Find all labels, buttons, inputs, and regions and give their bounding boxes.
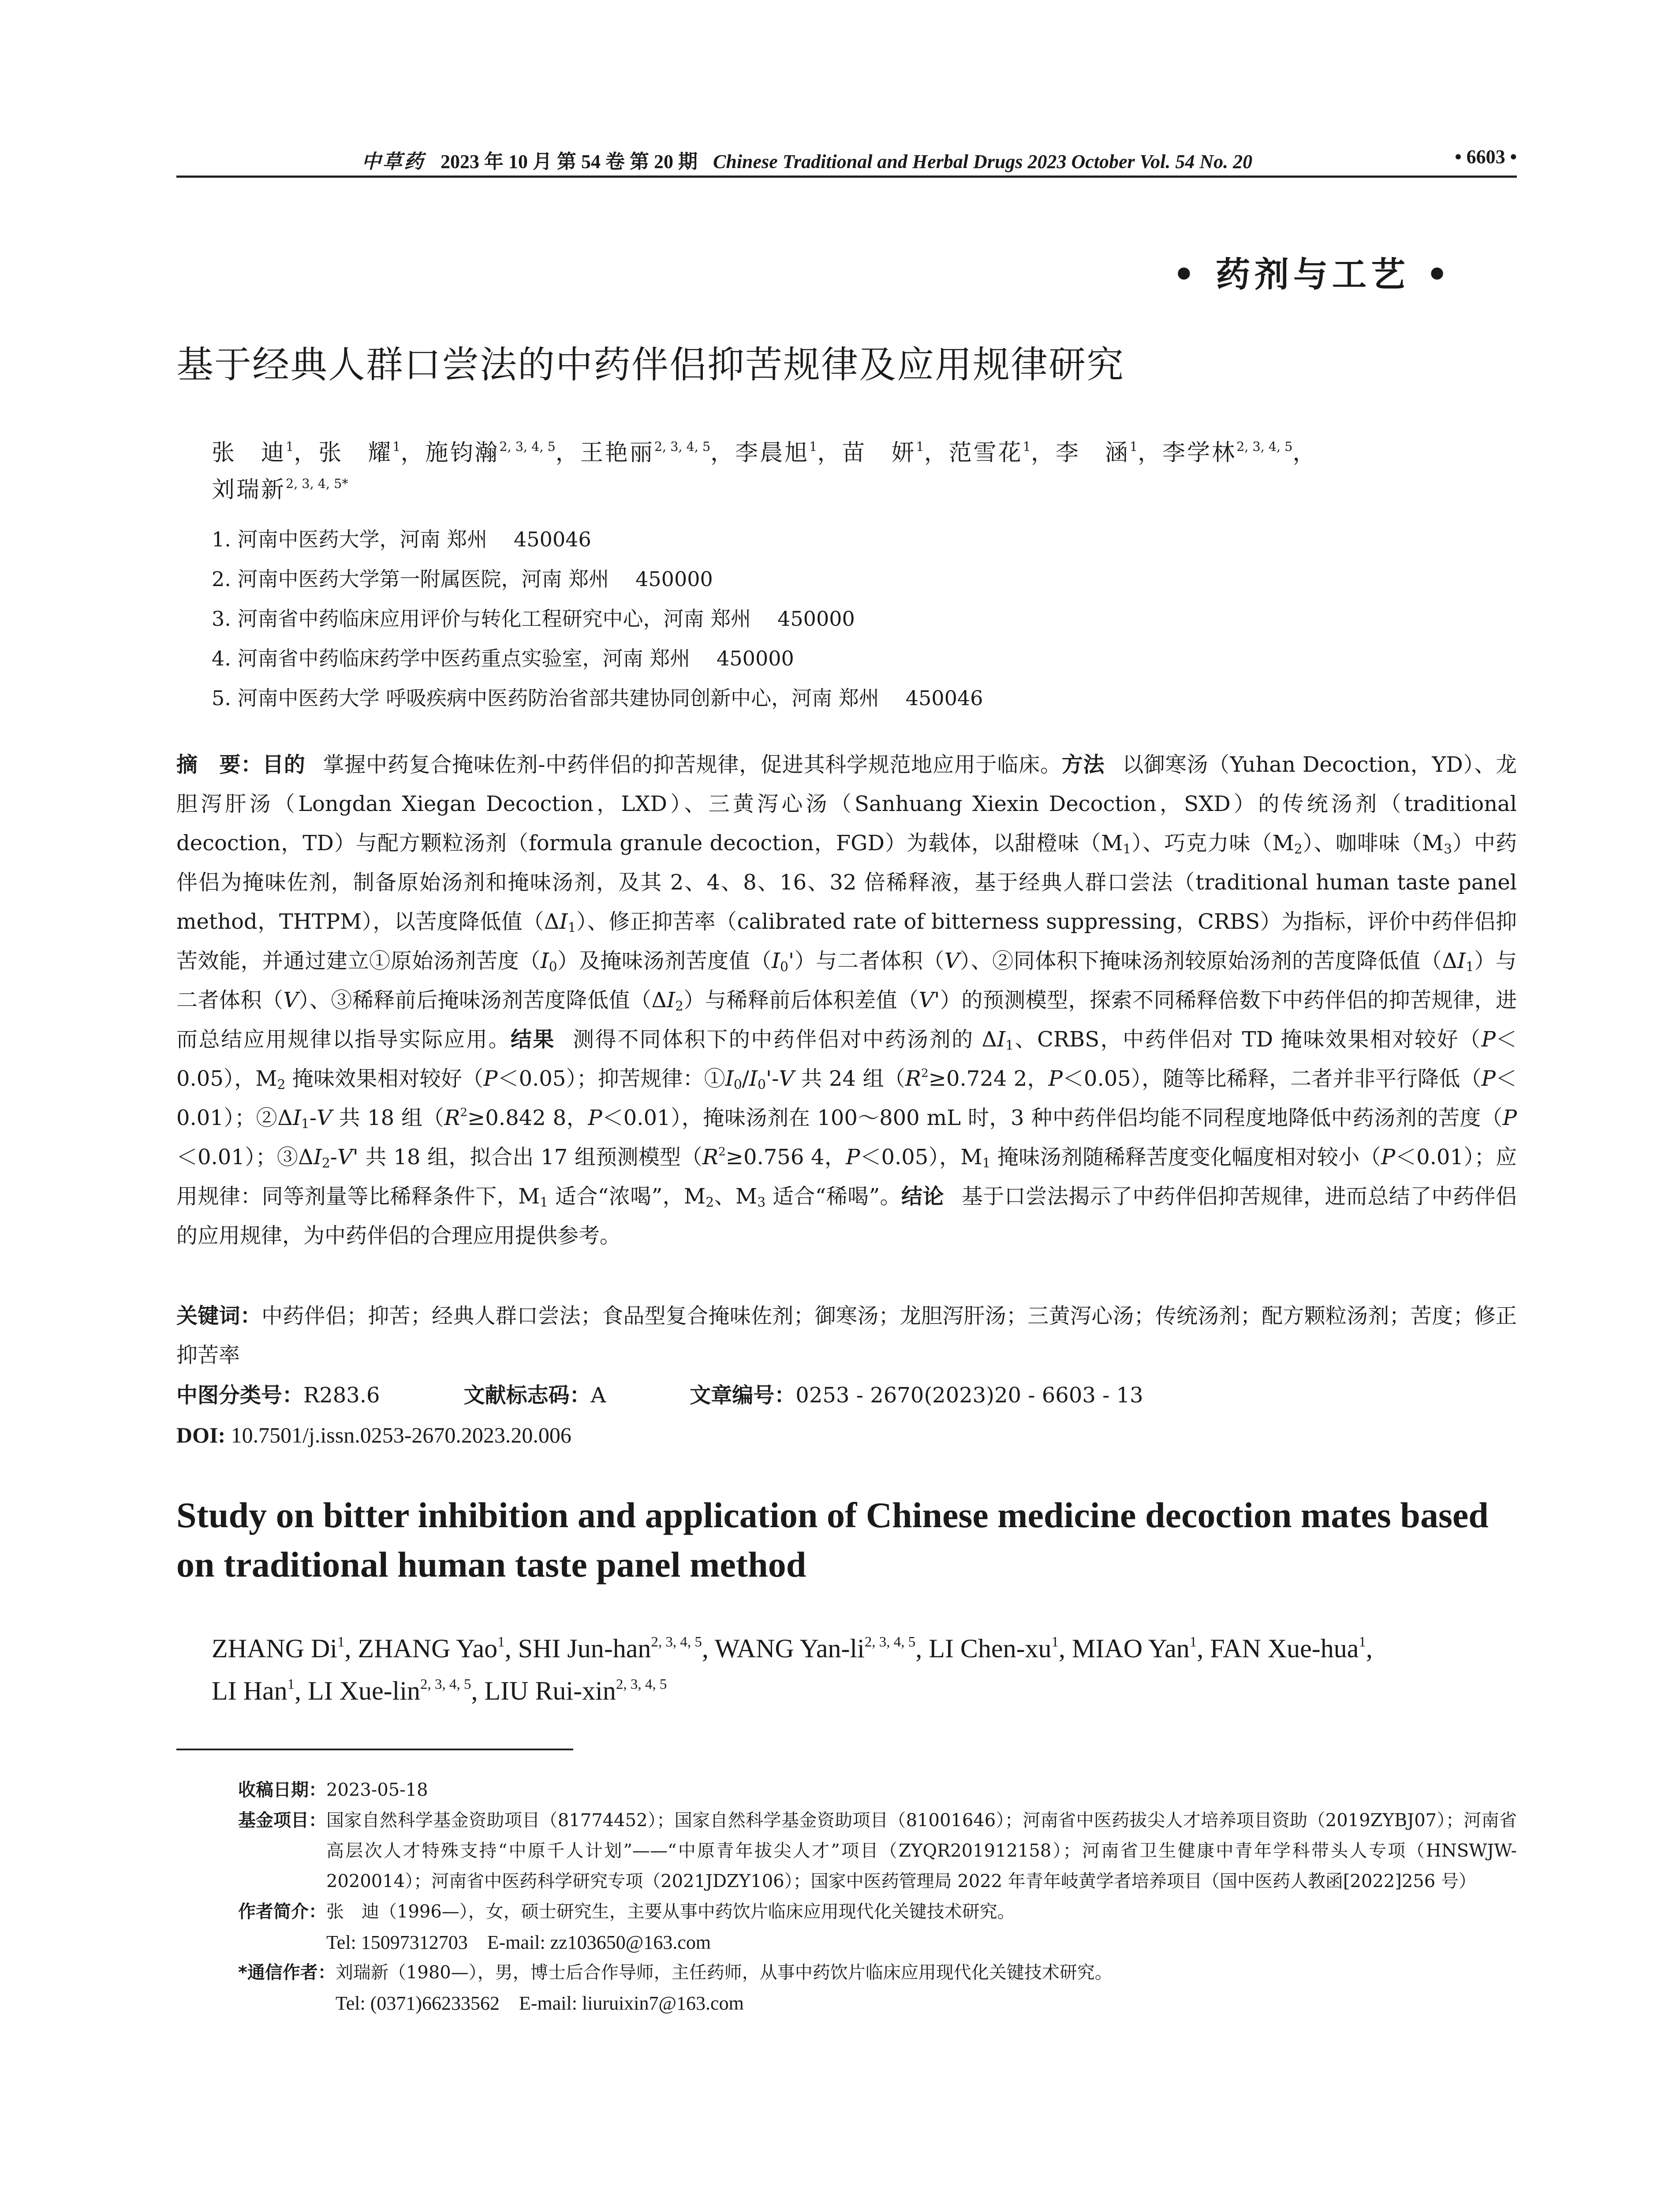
article-number-label: 文章编号： (690, 1383, 796, 1408)
footnotes (238, 1775, 1517, 2018)
keywords-text: 中药伴侣；抑苦；经典人群口尝法；食品型复合掩味佐剂；御寒汤；龙胆泻肝汤；三黄泻心汤；传统汤剂；配方颗粒汤剂；苦度；修正抑苦率 (176, 1304, 1517, 1368)
classification-line (176, 1376, 1517, 1415)
corresponding-author: *通信作者： 刘瑞新（1980—），男，博士后合作导师，主任药师，从事中药饮片临床应用现代化关键技术研究。 (238, 1962, 1113, 1983)
abstract-methods: 以御寒汤（Yuhan Decoction，YD）、龙胆泻肝汤（Longdan Xiegan Decoction，LXD）、三黄泻心汤（Sanhuang Xiexin Decoction，SXD）的传统汤剂（traditional decoction，TD）与配方颗粒汤剂（formula granule decoction，FGD）为载体，以甜橙味$(M_1)$、巧克力味$(M_2)$、咖啡味$(M_3)$中药伴侣为掩味佐剂，制备原始汤剂和掩味汤剂，及其 2、4、8、16、32 倍稀释液，基于经典人群口尝法（traditional human taste panel method，THTPM），以苦度降低值$(\Delta I_1)$、修正抑苦率（calibrated rate of bitterness suppressing，CRBS）为指标，评价中药伴侣抑苦效能，并通过建立①原始汤剂苦度$(I_0)$及掩味汤剂苦度值$(I_0')$与二者体积（V）、②同体积下掩味汤剂较原始汤剂的苦度降低值$(\Delta I_1)$与二者体积（V）、③稀释前后掩味汤剂苦度降低值$(\Delta I_2)$与稀释前后体积差值（V'）的预测模型，探索不同稀释倍数下中药伴侣的抑苦规律，进而总结应用规律以指导实际应用。 (176, 752, 1517, 1052)
abstract (176, 745, 1517, 1256)
author-en: ZHANG Di$^1$ (212, 1634, 345, 1663)
author-cn: 王艳丽$^{2, 3, 4, 5}$ (580, 439, 711, 466)
author-en: LIU Rui-xin$^{2, 3, 4, 5}$ (484, 1676, 667, 1705)
abstract-conclusion: 基于口尝法揭示了中药伴侣抑苦规律，进而总结了中药伴侣的应用规律，为中药伴侣的合理应用提供参考。 (176, 1184, 1517, 1248)
authors-cn: 张 迪$^1$，张 耀$^1$，施钧瀚$^{2, 3, 4, 5}$，王艳丽$^{2, 3, 4, 5}$，李晨旭$^1$，苗 妍$^1$，范雪花$^1$，李 涵$^1$，李学林$^{2, 3, 4, 5}$， 刘瑞新$^{2, 3, 4, 5*}$ (212, 439, 1318, 503)
abstract-results: 测得不同体积下的中药伴侣对中药汤剂的 $\Delta I_1$、CRBS，中药伴侣对 TD 掩味效果相对较好（P＜0.05），$M_2$ 掩味效果相对较好（P＜0.05）；抑苦规律：$①I_0/I_0'-V$ 共 24 组（$R^2\ge 0.724$ 2，P＜0.05），随等比稀释，二者并非平行降低（P＜0.01）；$②\Delta I_1-V$ 共 18 组（$R^2\ge 0.842$ 8，P＜0.01），掩味汤剂在 100～800 mL 时，3 种中药伴侣均能不同程度地降低中药汤剂的苦度（P＜0.01）；$③\Delta I_2-V'$ 共 18 组，拟合出 17 组预测模型（$R^2\ge 0.756$ 4，P＜0.05），$M_1$ 掩味汤剂随稀释苦度变化幅度相对较小（P＜0.01）；应用规律：同等剂量等比稀释条件下，$M_1$ 适合“浓喝”，$M_2$、$M_3$ 适合“稀喝”。 (176, 1027, 1517, 1211)
article-number-value: 0253 - 2670(2023)20 - 6603 - 13 (795, 1383, 1143, 1408)
corresponding-contact: Tel: (0371)66233562 E-mail: liuruixin7@163.com (335, 1992, 744, 2014)
author-bio: 作者简介： 张 迪（1996—），女，硕士研究生，主要从事中药饮片临床应用现代化关键技术研究。 (238, 1902, 1015, 1922)
doi-label: DOI: (176, 1423, 226, 1447)
affiliations (212, 519, 1517, 718)
issue-cn: 2023 年 10 月 第 54 卷 第 20 期 (441, 151, 698, 172)
author-en: LI Xue-lin$^{2, 3, 4, 5}$ (308, 1676, 471, 1705)
clc-label: 中图分类号： (176, 1383, 304, 1408)
footnote-rule (176, 1749, 573, 1750)
clc-value: R283.6 (303, 1383, 380, 1408)
doc-code-value: A (590, 1383, 606, 1408)
author-en: FAN Xue-hua$^1$ (1210, 1634, 1366, 1663)
results-label: 结果 (510, 1027, 556, 1052)
keywords (176, 1297, 1517, 1375)
author-en: LI Chen-$xu^1$ (929, 1634, 1059, 1663)
affiliation: 3. 河南省中药临床应用评价与转化工程研究中心，河南 郑州 450000 (212, 607, 855, 631)
author-cn: 苗 妍$^1$ (842, 439, 924, 466)
objective-label: 目的 (262, 752, 306, 777)
received-date: 收稿日期： 2023-05-18 (238, 1780, 428, 1800)
affiliation: 1. 河南中医药大学，河南 郑州 450046 (212, 527, 591, 551)
abstract-label: 摘 要： (176, 752, 263, 777)
author-en: LI Han$^1$ (212, 1676, 295, 1705)
author-en: SHI Jun-han$^{2, 3, 4, 5}$ (518, 1634, 702, 1663)
author-cn: 施钧瀚$^{2, 3, 4, 5}$ (425, 439, 556, 466)
issue-en: Chinese Traditional and Herbal Drugs 2023 October Vol. 54 No. 20 (713, 151, 1253, 172)
author-cn: 范雪花$^1$ (948, 439, 1031, 466)
author-contact: Tel: 15097312703 E-mail: zz103650@163.com (326, 1932, 711, 1953)
doi-line (176, 1416, 571, 1455)
running-head (176, 146, 1517, 176)
journal-name: 中草药 (362, 150, 425, 173)
title-en: Study on bitter inhibition and application of Chinese medicine decoction mates based on traditional human taste panel method (176, 1495, 1489, 1585)
author-en: MIAO Yan$^1$ (1072, 1634, 1197, 1663)
author-en: WANG Yan-li$^{2, 3, 4, 5}$ (714, 1634, 916, 1663)
abstract-objective: 掌握中药复合掩味佐剂-中药伴侣的抑苦规律，促进其科学规范地应用于临床。 (323, 752, 1062, 777)
doi-link[interactable]: 10.7501/j.issn.0253-2670.2023.20.006 (231, 1423, 571, 1447)
author-cn: 李学林$^{2, 3, 4, 5}$ (1162, 439, 1293, 466)
affiliation: 2. 河南中医药大学第一附属医院，河南 郑州 450000 (212, 567, 713, 591)
affiliation: 4. 河南省中药临床药学中医药重点实验室，河南 郑州 450000 (212, 647, 794, 670)
title-cn: 基于经典人群口尝法的中药伴侣抑苦规律及应用规律研究 (176, 343, 1125, 386)
author-cn: 李 涵$^1$ (1055, 439, 1138, 466)
doc-code-label: 文献标志码： (463, 1383, 591, 1408)
author-en: ZHANG Yao$^1$ (358, 1634, 505, 1663)
section-label: • 药剂与工艺 • (1173, 254, 1453, 295)
header-rule (176, 176, 1517, 178)
authors-en: ZHANG Di$^1$, ZHANG Yao$^1$, SHI Jun-han$^{2, 3, 4, 5}$, WANG Yan-li$^{2, 3, 4, 5}$, LI Chen-$xu^1$, MIAO Yan$^1$, FAN Xue-hua$^1$, LI Han$^1$, LI Xue-lin$^{2, 3, 4, 5}$, LIU Rui-xin$^{2, 3, 4, 5}$ (212, 1634, 1373, 1705)
funding: 基金项目： 国家自然科学基金资助项目（81774452）；国家自然科学基金资助项目（81001646）；河南省中医药拔尖人才培养项目资助（2019ZYBJ07）；河南省高层次人才特殊支持“中原千人计划”——“中原青年拔尖人才”项目（ZYQR201912158）；河南省卫生健康中青年学科带头人专项（HNSWJW-2020014）；河南省中医药科学研究专项（2021JDZY106）；国家中医药管理局 2022 年青年岐黄学者培养项目（国中医药人教函[2022]256 号） (238, 1810, 1517, 1891)
author-cn: 刘瑞新$^{2, 3, 4, 5*}$ (212, 476, 348, 503)
author-cn: 张 迪$^1$ (212, 439, 294, 466)
methods-label: 方法 (1061, 752, 1105, 777)
keywords-label: 关键词： (176, 1304, 262, 1328)
affiliation: 5. 河南中医药大学 呼吸疾病中医药防治省部共建协同创新中心，河南 郑州 450046 (212, 686, 983, 710)
author-cn: 张 耀$^1$ (318, 439, 401, 466)
page-number: • 6603 • (1455, 146, 1517, 168)
conclusion-label: 结论 (901, 1184, 944, 1209)
author-cn: 李晨旭$^1$ (735, 439, 818, 466)
